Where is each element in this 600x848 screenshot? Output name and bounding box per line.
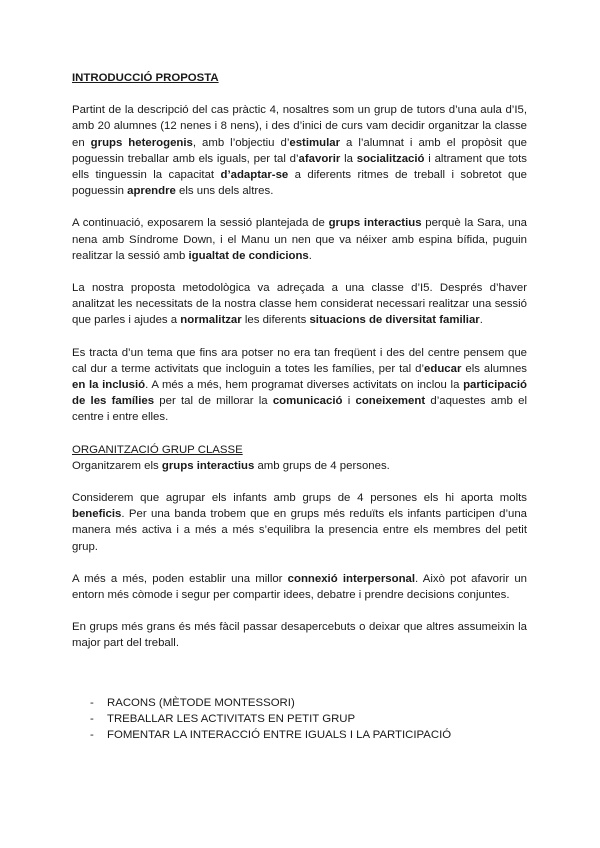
bold-text: d’adaptar-se <box>220 169 289 182</box>
bold-text: comunicació <box>272 395 343 408</box>
paragraph-large-groups <box>72 619 527 651</box>
text-run: A més a més, poden establir una millor <box>72 572 288 585</box>
paragraph-benefits <box>72 490 527 555</box>
bold-text: en la inclusió <box>72 379 146 392</box>
bold-text: participació de les famílies <box>72 379 527 408</box>
bold-text: grups interactius <box>161 459 255 472</box>
text-run: Es tracta d’un tema que fins ara potser no era tan freqüent i des del centre pensem que cal dur a terme activitats que incloguin a totes les famílies, per tal d’ <box>72 346 527 375</box>
text-run: La nostra proposta metodològica va adreçada a una classe d’I5. Després d’haver analitzat les necessitats de la nostra classe hem considerat necessari realitzar una sessió que parles i ajudes a <box>72 282 527 327</box>
list-item: - RACONS (MÈTODE MONTESSORI) <box>90 695 451 711</box>
text-run: a diferents ritmes de treball i sobretot que poguessin <box>72 169 527 198</box>
bold-text: grups heterogenis <box>90 136 193 149</box>
page-title: INTRODUCCIÓ PROPOSTA <box>72 72 219 84</box>
paragraph-intro <box>72 102 527 199</box>
list-item: - FOMENTAR LA INTERACCIÓ ENTRE IGUALS I LA PARTICIPACIÓ <box>90 727 451 743</box>
text-run: , amb l’objectiu d’ <box>192 136 290 149</box>
activity-list <box>90 695 451 744</box>
text-run: d’aquestes amb el centre i entre elles. <box>72 395 527 424</box>
text-run: A continuació, exposarem la sessió plantejada de <box>72 217 329 230</box>
bold-text: aprendre <box>127 185 176 198</box>
text-run: . Per una banda trobem que en grups més reduïts els infants participen d’una manera més activa i a més a més s’equilibra la presencia entre els membres del petit grup. <box>72 508 527 553</box>
text-run: les diferents <box>241 314 310 327</box>
text-run: per tal de millorar la <box>154 395 273 408</box>
text-run: . Això pot afavorir un entorn més còmode i segur per compartir idees, debatre i prendre decisions conjuntes. <box>72 572 527 602</box>
bold-text: socialització <box>356 152 425 165</box>
bold-text: grups interactius <box>328 217 422 230</box>
text-run: perquè la Sara, una nena amb Síndrome Down, i el Manu un nen que va néixer amb espina bífida, puguin realitzar la sessió amb <box>72 217 527 262</box>
list-item: - TREBALLAR LES ACTIVITATS EN PETIT GRUP <box>90 711 451 727</box>
paragraph-inclusion <box>72 345 527 426</box>
text-run: Organitzarem els <box>72 459 162 472</box>
bold-text: afavorir <box>298 152 341 165</box>
bold-text: estimular <box>289 136 341 149</box>
text-run: i <box>342 395 356 408</box>
bold-text: coneixement <box>355 395 426 408</box>
paragraph-methodology <box>72 280 527 329</box>
text-run: i altrament que tots ells tinguessin la capacitat <box>72 152 527 182</box>
bold-text: situacions de diversitat familiar <box>309 314 480 327</box>
bold-text: beneficis <box>72 508 122 521</box>
paragraph-interactive-groups <box>72 215 527 264</box>
text-run: En grups més grans és més fàcil passar desapercebuts o deixar que altres assumeixin la major part del treball. <box>72 621 527 650</box>
text-run: Partint de la descripció del cas pràctic 4, nosaltres som un grup de tutors d’una aula d’I5, amb 20 alumnes (12 nenes i 8 nens), i des d’inici de curs vam decidir organitzar la classe en <box>72 104 527 149</box>
text-run: la <box>340 152 357 165</box>
text-run: a l’alumnat i amb el propòsit que poguessin treballar amb els iguals, per tal d’ <box>72 136 527 165</box>
text-run: . A més a més, hem programat diverses activitats on inclou la <box>145 379 464 392</box>
text-run: . <box>479 314 483 327</box>
text-run: . <box>308 249 312 262</box>
text-run: els alumnes <box>461 362 527 375</box>
document-page <box>72 70 527 742</box>
text-run: Considerem que agrupar els infants amb grups de 4 persones els hi aporta molts <box>72 492 527 505</box>
text-run: amb grups de 4 persones. <box>254 459 390 472</box>
text-run: els uns dels altres. <box>175 185 274 198</box>
bold-text: igualtat de condicions <box>188 249 309 262</box>
paragraph-group-organization <box>72 458 527 474</box>
bold-text: normalitzar <box>180 314 242 327</box>
bold-text: educar <box>424 362 462 375</box>
bold-text: connexió interpersonal <box>287 572 416 585</box>
section-title: ORGANITZACIÓ GRUP CLASSE <box>72 443 243 456</box>
paragraph-interpersonal <box>72 571 527 603</box>
